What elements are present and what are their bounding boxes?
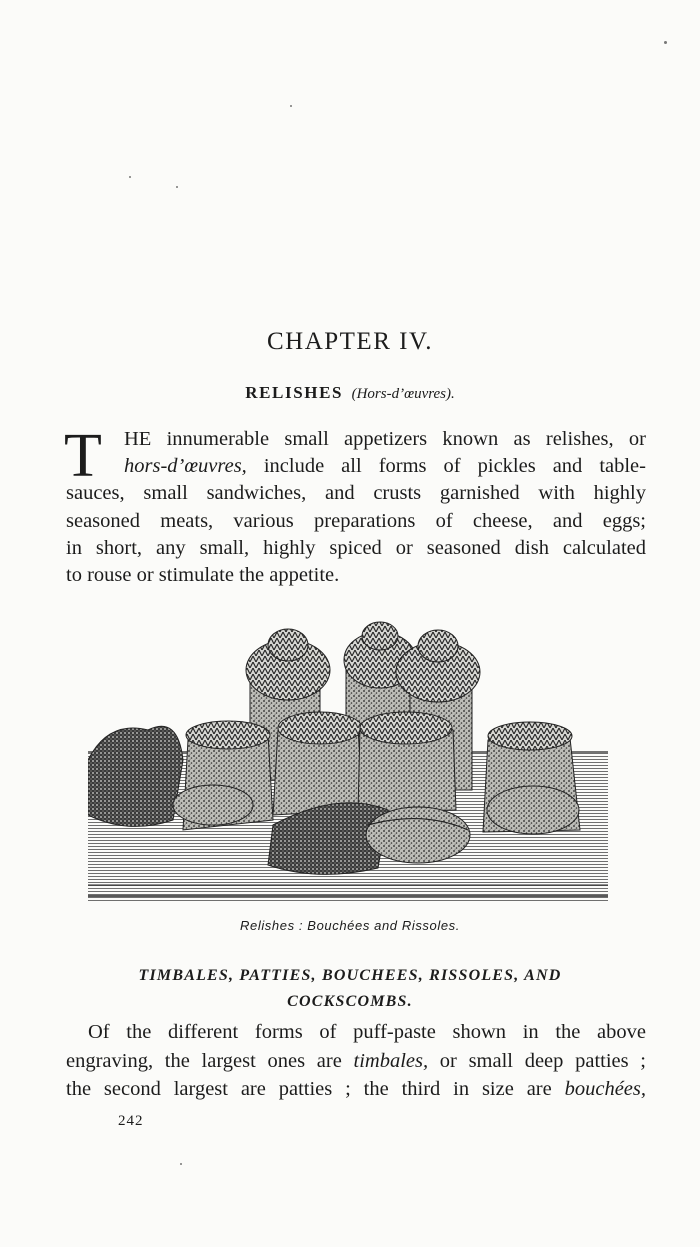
section-title: RELISHES: [245, 383, 344, 402]
intro-line: HE innumerable small appetizers known as relishes, or: [124, 428, 646, 450]
intro-paragraph: [64, 422, 646, 589]
body-italic: bouchées,: [564, 1078, 646, 1100]
drop-cap: T: [64, 422, 102, 490]
speck: [664, 41, 667, 44]
body-text: the second largest are patties ; the third in size are: [66, 1078, 565, 1100]
speck: [129, 176, 131, 178]
subheading: [100, 963, 600, 1015]
intro-line: in short, any small, highly spiced or seasoned dish calculated: [66, 536, 646, 559]
body-line: [66, 1047, 646, 1076]
section-heading: [0, 383, 700, 403]
body-text: engraving, the largest ones are: [66, 1049, 354, 1072]
speck: [180, 1163, 182, 1165]
speck: [290, 105, 292, 107]
intro-line-italic: hors-d’œuvres,: [124, 455, 247, 478]
relishes-engraving: [88, 620, 608, 902]
intro-line: seasoned meats, various preparations of cheese, and eggs;: [66, 509, 646, 532]
body-italic: timbales,: [353, 1049, 429, 1072]
subheading-line: COCKSCOMBS.: [287, 993, 413, 1010]
body-line: Of the different forms of puff-paste shown in the above: [88, 1021, 646, 1043]
intro-line: [124, 453, 646, 480]
subheading-line: TIMBALES, PATTIES, BOUCHEES, RISSOLES, AND: [138, 967, 562, 984]
chapter-heading: CHAPTER IV.: [266, 328, 434, 355]
section-subtitle: (Hors-d’œuvres).: [351, 386, 455, 402]
body-text: or small deep patties ;: [428, 1049, 646, 1072]
page-number: 242: [118, 1113, 144, 1129]
body-paragraph: [66, 1018, 646, 1104]
speck: [176, 186, 178, 188]
intro-line-rest: include all forms of pickles and table-: [246, 455, 646, 478]
figure-caption: Relishes : Bouchées and Rissoles.: [240, 918, 460, 933]
intro-line: sauces, small sandwiches, and crusts garnished with highly: [66, 482, 646, 505]
body-line: [66, 1075, 646, 1104]
intro-line: to rouse or stimulate the appetite.: [66, 564, 340, 587]
